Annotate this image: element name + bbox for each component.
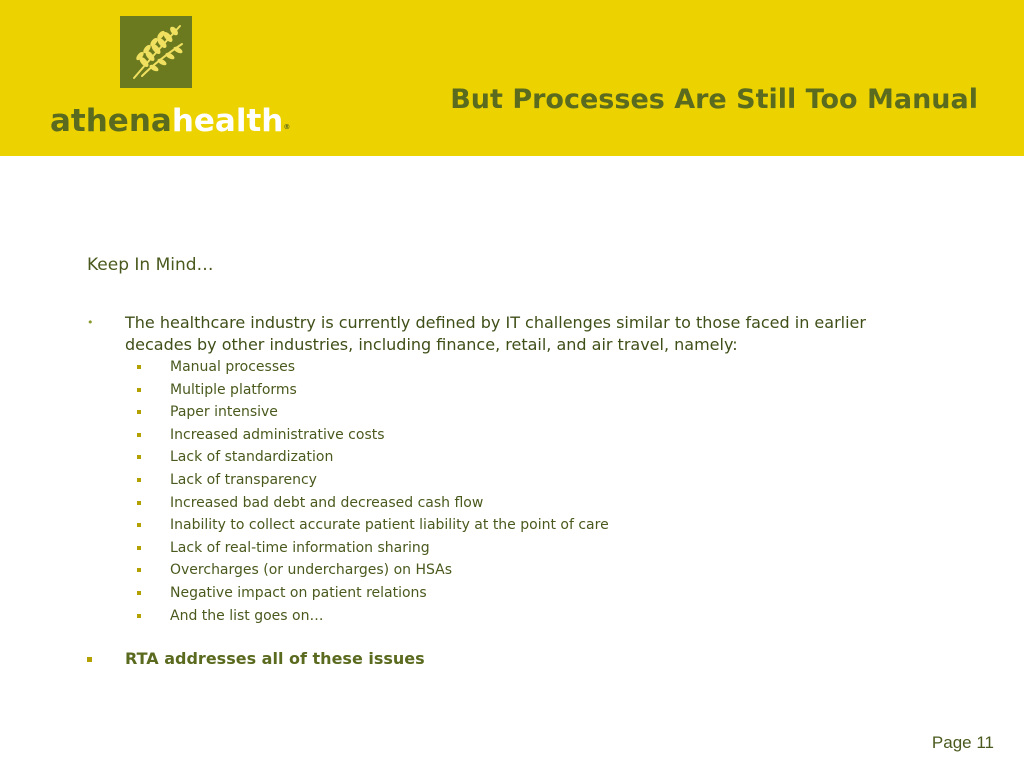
main-bullet-text: The healthcare industry is currently defined by IT challenges similar to those faced in earlier decades by other industries, including finance, retail, and air travel, namely: bbox=[125, 313, 866, 354]
square-bullet-icon bbox=[137, 410, 141, 414]
square-bullet-icon bbox=[137, 433, 141, 437]
athenahealth-logo bbox=[50, 101, 290, 141]
square-bullet-icon bbox=[87, 657, 92, 662]
square-bullet-icon bbox=[137, 568, 141, 572]
slide-title: But Processes Are Still Too Manual bbox=[450, 84, 978, 115]
logo-health-text: health bbox=[171, 103, 284, 139]
keep-in-mind-heading: Keep In Mind… bbox=[87, 255, 214, 275]
page-number: Page 11 bbox=[931, 733, 994, 752]
square-bullet-icon bbox=[137, 478, 141, 482]
square-bullet-icon bbox=[137, 455, 141, 459]
square-bullet-icon bbox=[137, 523, 141, 527]
square-bullet-icon bbox=[137, 388, 141, 392]
bullet-marker: • bbox=[87, 316, 94, 329]
rta-statement: RTA addresses all of these issues bbox=[125, 649, 425, 668]
square-bullet-icon bbox=[137, 501, 141, 505]
header-band bbox=[0, 0, 1024, 156]
square-bullet-icon bbox=[137, 365, 141, 369]
logo-trademark: ® bbox=[283, 123, 291, 131]
square-bullet-icon bbox=[137, 614, 141, 618]
logo-athena-text: athena bbox=[50, 103, 172, 139]
square-bullet-icon bbox=[137, 591, 141, 595]
wheat-leaf-icon bbox=[120, 16, 192, 88]
square-bullet-icon bbox=[137, 546, 141, 550]
